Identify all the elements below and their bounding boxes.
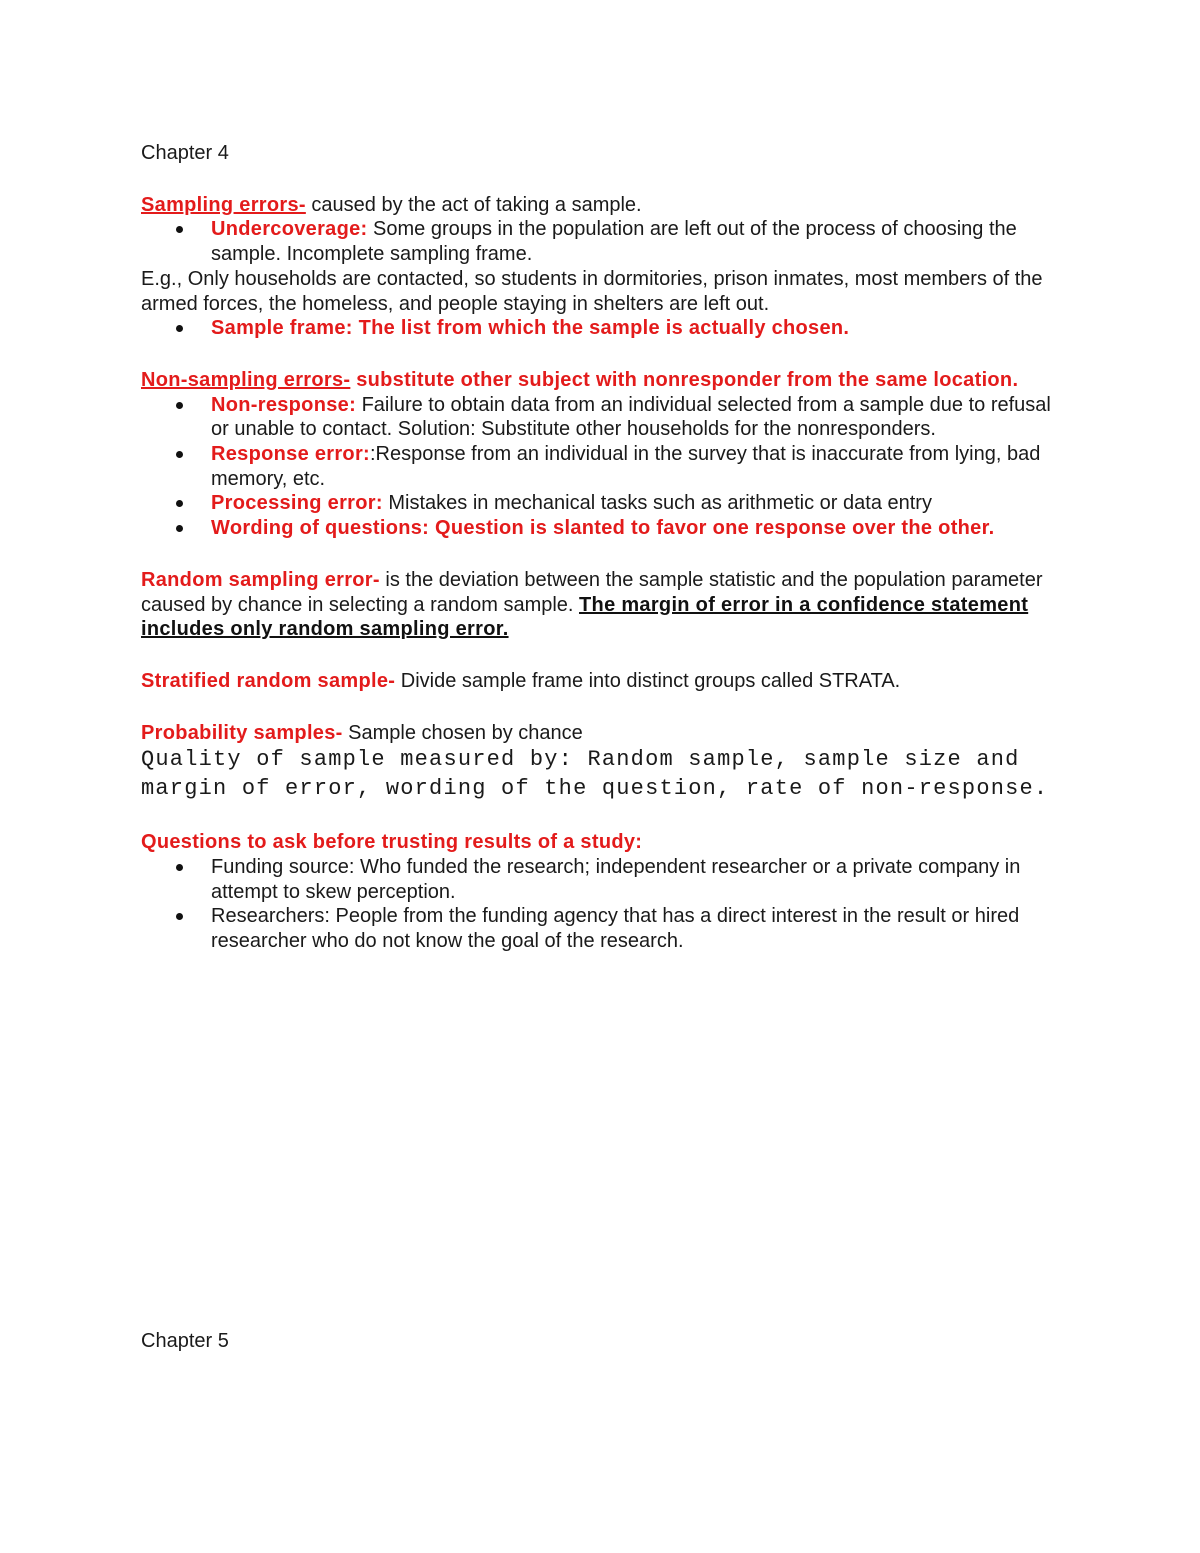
response-error-def: :Response from an individual in the survey that is inaccurate from lying, bad memory, etc. [211,443,1041,490]
sample-frame-list [141,316,1066,341]
list-item [141,491,1066,516]
example-paragraph: E.g., Only households are contacted, so students in dormitories, prison inmates, most members of the armed forces, the homeless, and people staying in shelters are left out. [141,267,1043,315]
bullet-icon [176,402,183,409]
list-item [141,516,1066,541]
nonresponse-term: Non-response: [211,393,357,416]
questions-heading [141,830,1066,855]
chapter-4-heading: Chapter 4 [141,142,229,164]
bullet-icon [176,864,183,871]
probability-def: Sample chosen by chance [342,721,583,744]
wording-term: Wording of questions: Question is slanted to favor one response over the other. [211,517,995,540]
list-item [141,217,1066,266]
undercoverage-def: Some groups in the population are left out of the process of choosing the sample. Incomplete sampling frame. [211,218,1017,266]
nonresponse-def: Failure to obtain data from an individual selected from a sample due to refusal or unable to contact. Solution: Substitute other households for the nonresponders. [211,393,1051,441]
funding-source-text: Funding source: Who funded the research; independent researcher or a private company in attempt to skew perception. [211,856,1021,903]
list-item [141,855,1066,904]
bullet-icon [176,325,183,332]
nonsampling-errors-term: Non-sampling errors- [141,368,351,391]
bullet-icon [176,500,183,507]
response-error-term: Response error: [211,443,370,466]
bullet-icon [176,525,183,532]
nonsampling-errors-list [141,393,1066,541]
list-item [141,316,1066,341]
processing-error-def: Mistakes in mechanical tasks such as arithmetic or data entry [382,492,932,515]
bullet-icon [176,226,183,233]
sampling-errors-list [141,217,1066,266]
nonsampling-errors-paragraph [141,368,1066,393]
probability-paragraph [141,721,1066,746]
random-sampling-error-term: Random sampling error- [141,568,380,591]
bullet-icon [176,451,183,458]
sampling-errors-term: Sampling errors- [141,193,306,216]
list-item [141,393,1066,442]
questions-heading-text: Questions to ask before trusting results of a study: [141,831,643,854]
list-item [141,904,1066,953]
probability-term: Probability samples- [141,721,343,744]
margin-of-error-statement: The margin of error in a confidence statement includes only random sampling error. [141,593,1029,641]
bullet-icon [176,913,183,920]
random-sampling-error-paragraph [141,568,1066,642]
stratified-paragraph [141,669,1066,694]
chapter-5-heading: Chapter 5 [141,1330,229,1352]
random-sampling-error-def: is the deviation between the sample statistic and the population parameter caused by chance in selecting a random sample. [141,568,1043,616]
sample-frame-text: Sample frame: The list from which the sample is actually chosen. [211,317,850,340]
undercoverage-term: Undercoverage: [211,218,368,241]
nonsampling-errors-def: substitute other subject with nonresponder from the same location. [350,368,1019,391]
processing-error-term: Processing error: [211,492,383,515]
list-item [141,442,1066,491]
document-body [141,141,1066,954]
stratified-term: Stratified random sample- [141,669,396,692]
questions-list [141,855,1066,954]
stratified-def: Divide sample frame into distinct groups called STRATA. [395,669,901,692]
quality-paragraph: Quality of sample measured by: Random sample, sample size and margin of error, wording of the question, rate of non-response. [141,747,1049,802]
sampling-errors-paragraph [141,193,1066,218]
researchers-text: Researchers: People from the funding agency that has a direct interest in the result or hired researcher who do not know the goal of the research. [211,905,1020,953]
sampling-errors-def: caused by the act of taking a sample. [305,193,642,216]
